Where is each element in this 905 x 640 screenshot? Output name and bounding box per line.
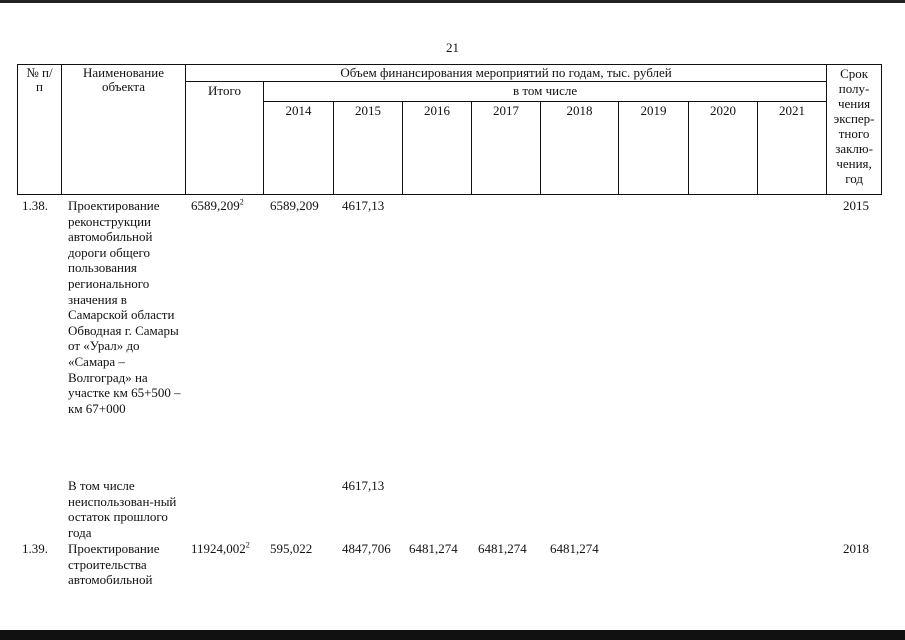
header-year-2018: 2018: [541, 102, 619, 195]
row-name: В том числе неиспользован-ный остаток прошлого года: [68, 478, 177, 540]
row-total-value: 11924,002: [191, 541, 246, 556]
header-year-2016: 2016: [403, 102, 472, 195]
row-total-footnote: 2: [245, 540, 250, 550]
row-term: 2015: [843, 198, 869, 213]
table-body: [17, 198, 881, 591]
row-name: Проектирование строительства автомобильной: [68, 541, 160, 588]
header-year-2020: 2020: [689, 102, 758, 195]
financing-table-header: [17, 64, 882, 195]
header-term: Срок полу-чения экспер-тного заклю-чения, год: [827, 65, 882, 195]
header-name: Наименование объекта: [62, 65, 186, 195]
header-num: № п/п: [18, 65, 62, 195]
row-total: [191, 541, 250, 557]
header-year-2017: 2017: [472, 102, 541, 195]
table-row: [17, 198, 881, 478]
page-number: 21: [446, 40, 459, 55]
row-total: [191, 198, 244, 214]
header-year-2019: 2019: [619, 102, 689, 195]
header-total: Итого: [186, 82, 264, 195]
header-year-2021: 2021: [758, 102, 827, 195]
row-total-footnote: 2: [239, 197, 244, 207]
row-num: 1.39.: [22, 541, 48, 556]
row-total-value: 6589,209: [191, 198, 240, 213]
row-name: Проектирование реконструкции автомобильной дороги общего пользования регионального значения в Самарской области Обводная г. Самары от «Урал» до «Самара – Волгоград» на участке км 65+500 – км 67+000: [68, 198, 181, 416]
header-year-2014: 2014: [264, 102, 334, 195]
row-2015: 4617,13: [342, 198, 385, 213]
row-2014: 6589,209: [270, 198, 319, 213]
row-2018: 6481,274: [550, 541, 599, 556]
row-2016: 6481,274: [409, 541, 458, 556]
row-num: 1.38.: [22, 198, 48, 213]
table-row: [17, 541, 881, 591]
header-year-2015: 2015: [334, 102, 403, 195]
row-term: 2018: [843, 541, 869, 556]
row-2015: 4847,706: [342, 541, 391, 556]
row-2017: 6481,274: [478, 541, 527, 556]
row-2014: 595,022: [270, 541, 313, 556]
top-rule: [0, 0, 905, 3]
header-funding: Объем финансирования мероприятий по годам, тыс. рублей: [186, 65, 827, 82]
table-row: [17, 478, 881, 541]
bottom-rule: [0, 630, 905, 640]
header-including: в том числе: [264, 82, 827, 102]
row-2015: 4617,13: [342, 478, 385, 493]
